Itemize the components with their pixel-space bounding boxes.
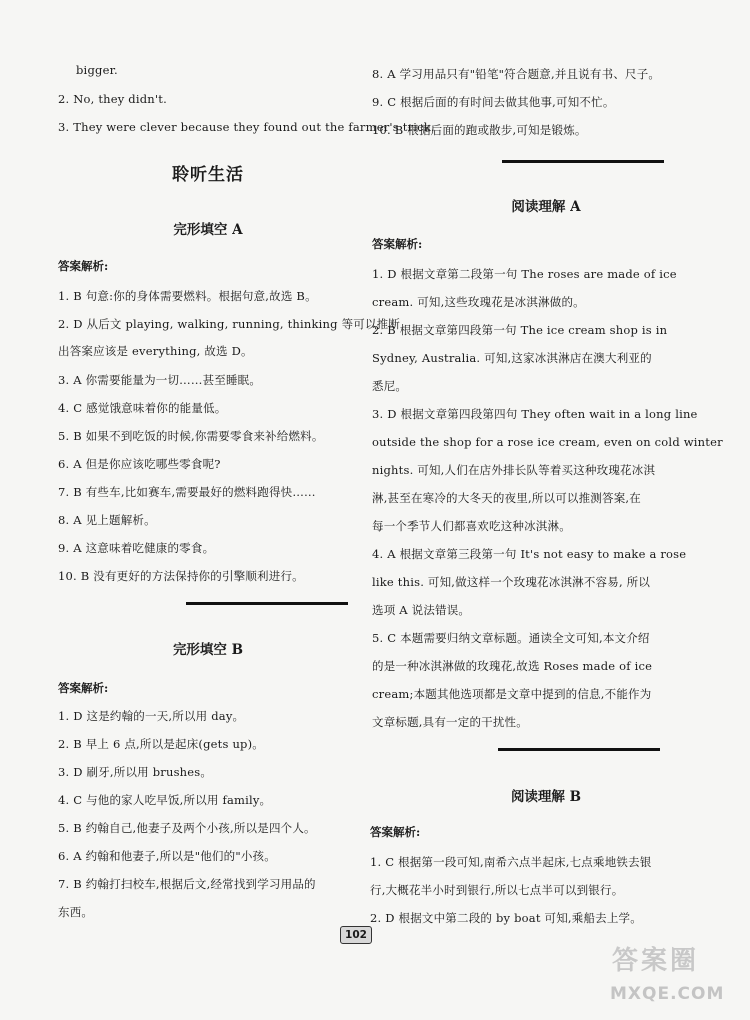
clozeB-item: 6. A 约翰和他妻子,所以是"他们的"小孩。 (58, 849, 276, 863)
readingB-title: 阅读理解 B (510, 789, 582, 805)
left-intro-line-3: 3. They were clever because they found out the farmer's trick. (58, 120, 435, 134)
readingA-item: 文章标题,具有一定的干扰性。 (372, 715, 528, 729)
readingA-item: nights. 可知,人们在店外排长队等着买这种玫瑰花冰淇 (372, 463, 656, 477)
clozeB-item: 3. D 刷牙,所以用 brushes。 (58, 765, 213, 779)
page-number: 102 (340, 926, 372, 944)
readingA-title: 阅读理解 A (511, 199, 581, 215)
clozeB-item: 2. B 早上 6 点,所以是起床(gets up)。 (58, 737, 265, 751)
readingA-item: 悉尼。 (372, 379, 408, 393)
clozeA-item: 5. B 如果不到吃饭的时候,你需要零食来补给燃料。 (58, 429, 324, 443)
section-divider (502, 160, 664, 163)
section-divider (186, 602, 348, 605)
readingB-item: 2. D 根据文中第二段的 by boat 可知,乘船去上学。 (370, 911, 642, 925)
section-divider (498, 748, 660, 751)
clozeA-item: 出答案应该是 everything, 故选 D。 (58, 344, 253, 358)
readingA-item: 5. C 本题需要归纳文章标题。通读全文可知,本文介绍 (372, 631, 650, 645)
clozeA-item: 8. A 见上题解析。 (58, 513, 156, 527)
readingB-answer-label: 答案解析: (370, 825, 421, 839)
readingA-item: 每一个季节人们都喜欢吃这种冰淇淋。 (372, 519, 571, 533)
clozeB-item: 1. D 这是约翰的一天,所以用 day。 (58, 709, 245, 723)
clozeA-item: 6. A 但是你应该吃哪些零食呢? (58, 457, 221, 471)
readingA-item: 1. D 根据文章第二段第一句 The roses are made of ice (372, 267, 677, 281)
left-intro-line-2: 2. No, they didn't. (58, 92, 167, 106)
clozeA-item: 9. A 这意味着吃健康的零食。 (58, 541, 215, 555)
readingA-item: 的是一种冰淇淋做的玫瑰花,故选 Roses made of ice (372, 659, 653, 673)
readingA-item: 3. D 根据文章第四段第四句 They often wait in a long line (372, 407, 698, 421)
clozeA-item: 10. B 没有更好的方法保持你的引擎顺利进行。 (58, 569, 304, 583)
clozeA-title: 完形填空 A (173, 222, 243, 238)
clozeA-item: 2. D 从后文 playing, walking, running, thinking 等可以推断 (58, 317, 401, 331)
readingA-item: 选项 A 说法错误。 (372, 603, 471, 617)
watermark-url: MXQE.COM (610, 984, 725, 1004)
readingA-item: 淋,甚至在寒冷的大冬天的夜里,所以可以推测答案,在 (372, 491, 641, 505)
readingA-item: like this. 可知,做这样一个玫瑰花冰淇淋不容易, 所以 (372, 575, 651, 589)
right-intro-line-2: 9. C 根据后面的有时间去做其他事,可知不忙。 (372, 95, 615, 109)
readingA-item: cream;本题其他选项都是文章中提到的信息,不能作为 (372, 687, 652, 701)
readingB-item: 1. C 根据第一段可知,南希六点半起床,七点乘地铁去银 (370, 855, 652, 869)
clozeA-item: 1. B 句意:你的身体需要燃料。根据句意,故选 B。 (58, 289, 317, 303)
clozeB-item: 4. C 与他的家人吃早饭,所以用 family。 (58, 793, 272, 807)
readingA-item: 2. B 根据文章第四段第一句 The ice cream shop is in (372, 323, 668, 337)
watermark (604, 940, 744, 1016)
main-title: 聆听生活 (172, 165, 244, 185)
clozeB-item: 5. B 约翰自己,他妻子及两个小孩,所以是四个人。 (58, 821, 316, 835)
clozeB-title: 完形填空 B (172, 642, 244, 658)
readingA-item: outside the shop for a rose ice cream, even on cold winter (372, 435, 723, 449)
clozeA-item: 3. A 你需要能量为一切……甚至睡眠。 (58, 373, 262, 387)
readingB-item: 行,大概花半小时到银行,所以七点半可以到银行。 (370, 883, 624, 897)
readingA-answer-label: 答案解析: (372, 237, 423, 251)
watermark-text: 答案圈 (612, 946, 700, 976)
readingA-item: Sydney, Australia. 可知,这家冰淇淋店在澳大利亚的 (372, 351, 652, 365)
clozeA-item: 4. C 感觉饿意味着你的能量低。 (58, 401, 227, 415)
clozeB-answer-label: 答案解析: (58, 681, 109, 695)
readingA-item: 4. A 根据文章第三段第一句 It's not easy to make a rose (372, 547, 687, 561)
clozeB-item: 7. B 约翰打扫校车,根据后文,经常找到学习用品的 (58, 877, 316, 891)
clozeB-item: 东西。 (58, 905, 94, 919)
clozeA-answer-label: 答案解析: (58, 259, 109, 273)
left-intro-line-1: bigger. (76, 63, 118, 77)
right-intro-line-1: 8. A 学习用品只有"铅笔"符合题意,并且说有书、尺子。 (372, 67, 661, 81)
right-intro-line-3: 10. B 根据后面的跑或散步,可知是锻炼。 (372, 123, 587, 137)
clozeA-item: 7. B 有些车,比如赛车,需要最好的燃料跑得快…… (58, 485, 316, 499)
readingA-item: cream. 可知,这些玫瑰花是冰淇淋做的。 (372, 295, 585, 309)
